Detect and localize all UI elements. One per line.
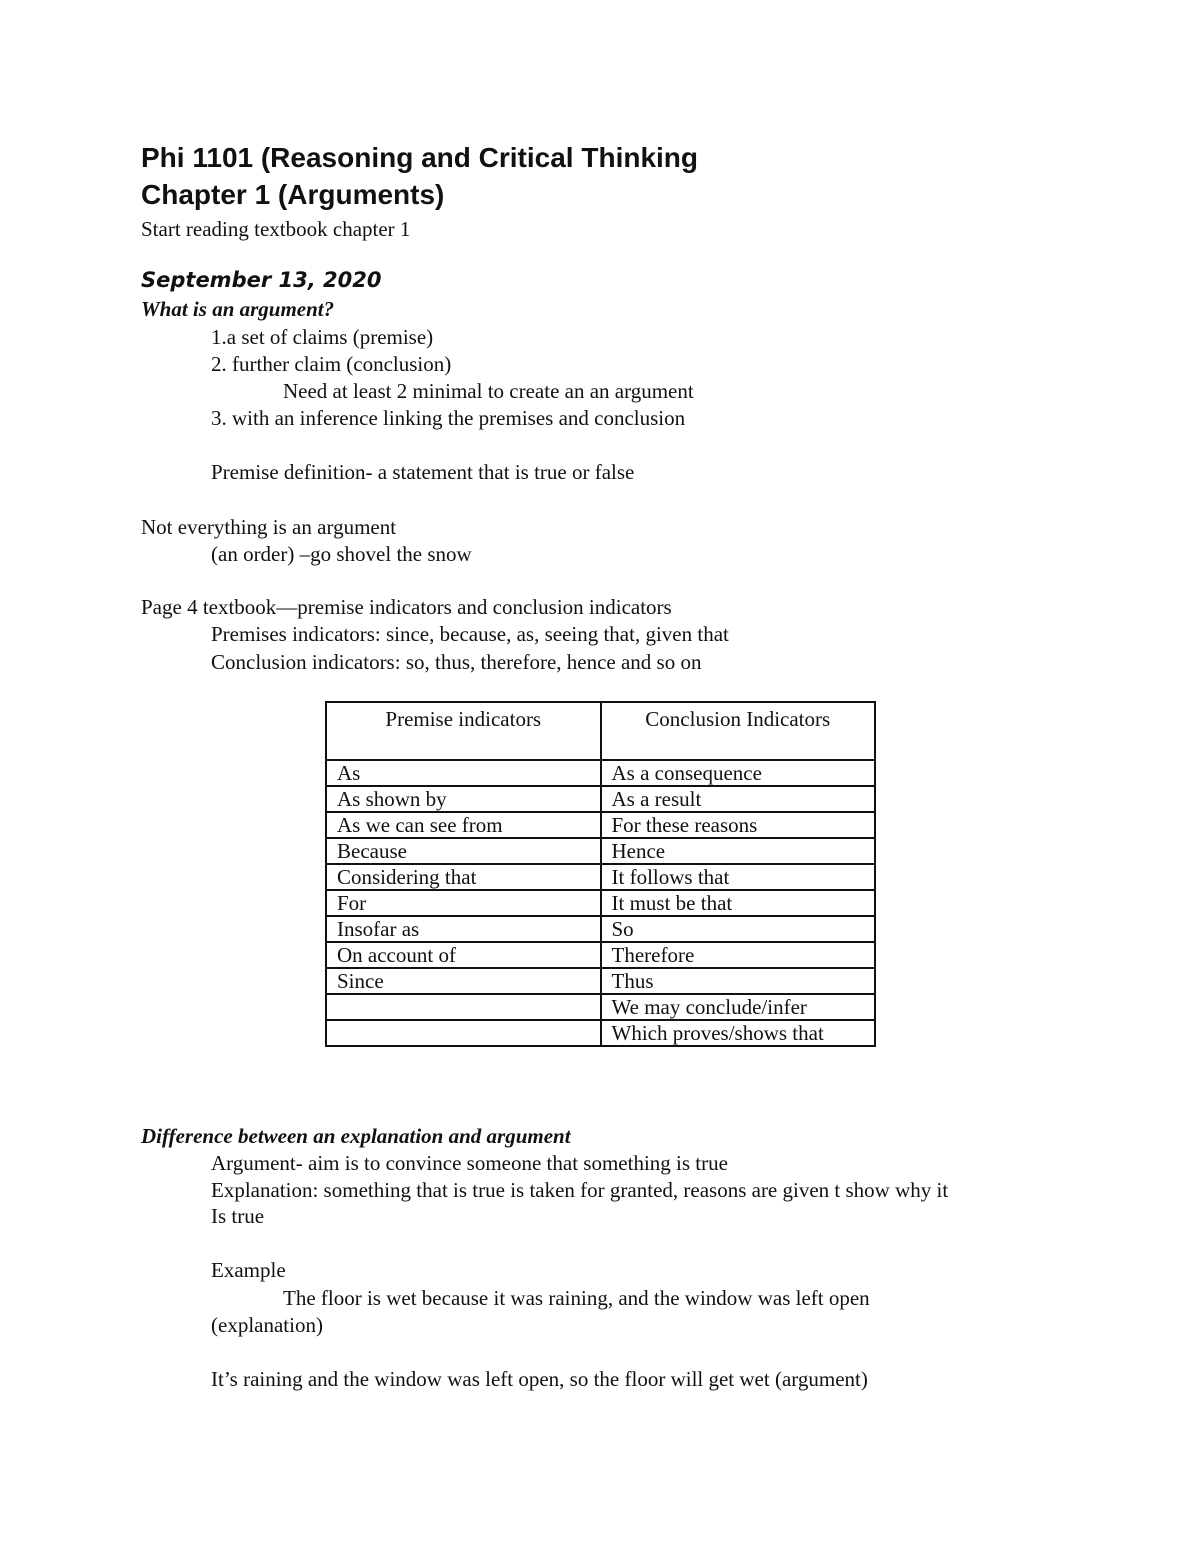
premise-cell: As we can see from [326, 812, 601, 838]
example-tag: (explanation) [211, 1313, 323, 1337]
header-conclusion-indicators: Conclusion Indicators [601, 702, 876, 760]
table-row [326, 1020, 875, 1046]
conclusion-cell: Hence [601, 838, 876, 864]
table-row [326, 812, 875, 838]
premise-cell: Considering that [326, 864, 601, 890]
premise-cell: Because [326, 838, 601, 864]
explanation-definition-cont: Is true [211, 1204, 265, 1228]
conclusion-cell: Which proves/shows that [601, 1020, 876, 1046]
premise-cell: As shown by [326, 786, 601, 812]
conclusion-cell: Thus [601, 968, 876, 994]
argument-item-3: 3. with an inference linking the premises and conclusion [211, 406, 686, 430]
argument-item-1: 1.a set of claims (premise) [211, 325, 434, 349]
premise-cell [326, 994, 601, 1020]
table-row [326, 968, 875, 994]
table-row [326, 760, 875, 786]
conclusion-cell: For these reasons [601, 812, 876, 838]
table-header-row [326, 702, 875, 760]
conclusion-cell: Therefore [601, 942, 876, 968]
conclusion-cell: So [601, 916, 876, 942]
table-row [326, 942, 875, 968]
premise-cell: On account of [326, 942, 601, 968]
conclusion-cell: We may conclude/infer [601, 994, 876, 1020]
conclusion-cell: It must be that [601, 890, 876, 916]
table-row [326, 916, 875, 942]
conclusion-indicators-line: Conclusion indicators: so, thus, therefore, hence and so on [211, 650, 702, 674]
premise-definition: Premise definition- a statement that is true or false [211, 460, 635, 484]
argument-heading: What is an argument? [141, 297, 335, 321]
argument-item-2: 2. further claim (conclusion) [211, 352, 452, 376]
premises-indicators-line: Premises indicators: since, because, as, seeing that, given that [211, 622, 729, 646]
table-row [326, 838, 875, 864]
argument-definition: Argument- aim is to convince someone that something is true [211, 1151, 728, 1175]
premise-cell: As [326, 760, 601, 786]
table-row [326, 786, 875, 812]
table-row [326, 890, 875, 916]
reading-note: Start reading textbook chapter 1 [141, 217, 411, 241]
premise-cell: Insofar as [326, 916, 601, 942]
order-example: (an order) –go shovel the snow [211, 542, 472, 566]
header-premise-indicators: Premise indicators [326, 702, 601, 760]
not-everything-text: Not everything is an argument [141, 515, 397, 539]
title-line-2: Chapter 1 (Arguments) [141, 179, 445, 210]
premise-cell: Since [326, 968, 601, 994]
conclusion-cell: It follows that [601, 864, 876, 890]
page4-note: Page 4 textbook—premise indicators and conclusion indicators [141, 595, 672, 619]
conclusion-cell: As a consequence [601, 760, 876, 786]
premise-cell [326, 1020, 601, 1046]
difference-heading: Difference between an explanation and argument [141, 1124, 571, 1148]
table-row [326, 864, 875, 890]
title-line-1: Phi 1101 (Reasoning and Critical Thinking [141, 142, 699, 173]
premise-cell: For [326, 890, 601, 916]
table-row [326, 994, 875, 1020]
date-heading: September 13, 2020 [141, 268, 382, 292]
indicators-table [325, 701, 876, 1047]
example-label: Example [211, 1258, 286, 1282]
argument-item-note: Need at least 2 minimal to create an an argument [283, 379, 694, 403]
conclusion-cell: As a result [601, 786, 876, 812]
example-sentence: The floor is wet because it was raining, and the window was left open [283, 1286, 870, 1310]
argument-example: It’s raining and the window was left open, so the floor will get wet (argument) [211, 1367, 868, 1391]
explanation-definition: Explanation: something that is true is taken for granted, reasons are given t show why it [211, 1178, 949, 1202]
